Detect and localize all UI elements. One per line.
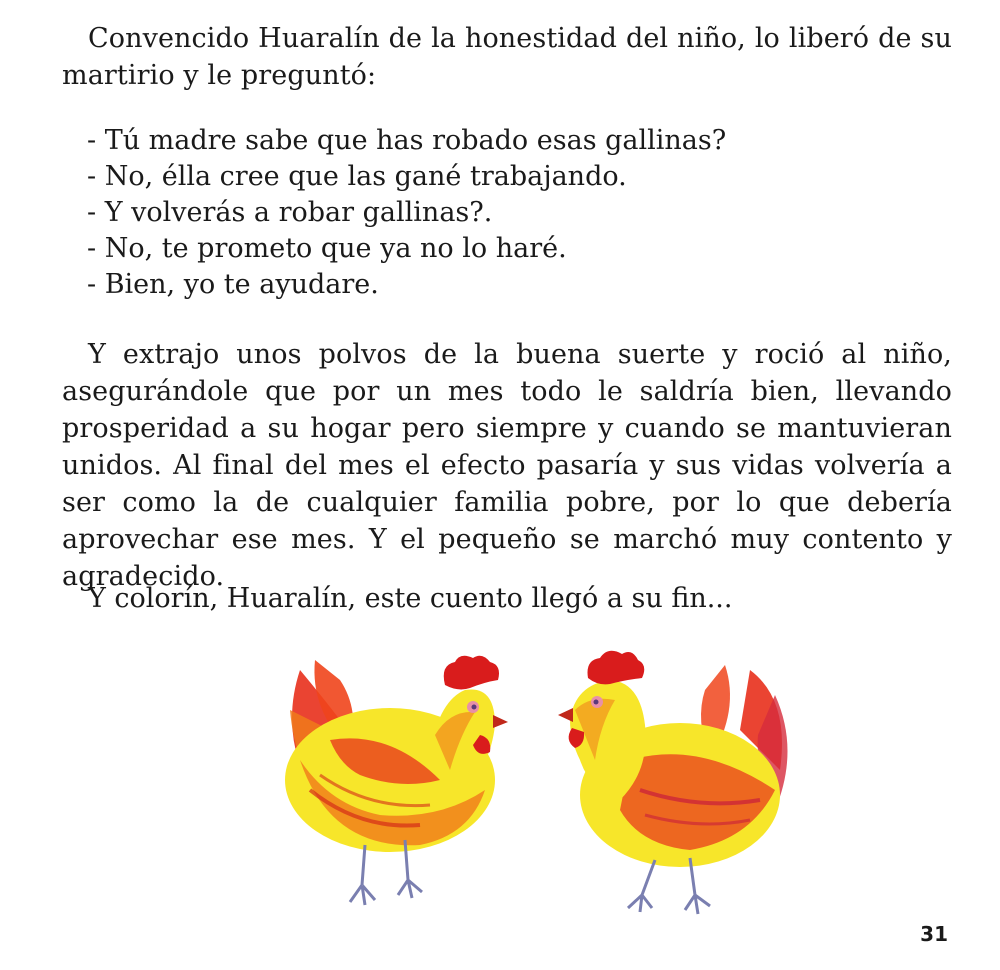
dialogue-list [87,123,726,303]
paragraph-1-text: Convencido Huaralín de la honestidad del niño, lo liberó de su martirio y le preguntó: [62,23,952,91]
paragraph-1 [62,20,952,94]
left-hen [285,656,508,905]
dialogue-line: - Tú madre sabe que has robado esas gallinas? [87,125,727,156]
dialogue-line: - No, te prometo que ya no lo haré. [87,233,567,264]
paragraph-2-text: Y extrajo unos polvos de la buena suerte y roció al niño, asegurándole que por un mes todo le saldría bien, llevando prosperidad a su hogar pero siempre y cuando se mantuvieran unidos. Al final del mes el efecto pasaría y sus vidas volvería a ser como la de cualquier familia pobre, por lo que debería aprovechar ese mes. Y el pequeño se marchó muy contento y agradecido. [62,339,952,592]
paragraph-3: Y colorín, Huaralín, este cuento llegó a su fin... [88,583,733,614]
dialogue-line: - Y volverás a robar gallinas?. [87,197,493,228]
paragraph-2 [62,336,952,595]
right-hen [558,651,788,914]
page-number: 31 [920,922,948,946]
dialogue-line: - Bien, yo te ayudare. [87,269,379,300]
two-hens-illustration [270,640,810,930]
dialogue-line: - No, élla cree que las gané trabajando. [87,161,627,192]
